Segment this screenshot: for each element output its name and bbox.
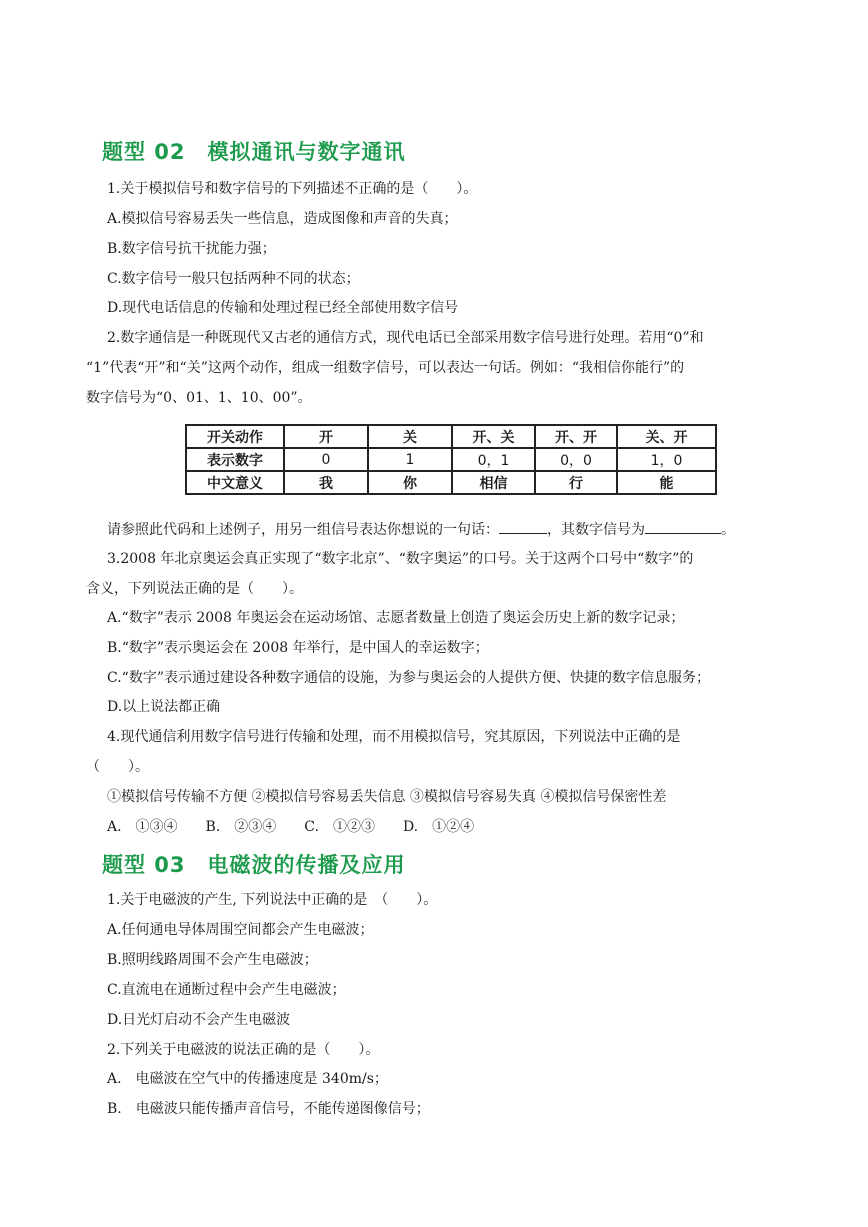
q4-options: A. ①③④ B. ②③④ C. ①②③ D. ①②④ — [107, 819, 475, 835]
q2-prompt-text-c: 。 — [721, 522, 735, 538]
table-row — [186, 425, 716, 448]
q2-prompt-text-b: ，其数字信号为 — [547, 522, 645, 538]
table-cell: 1 — [368, 448, 452, 471]
q2-line-1: 2.数字通信是一种既现代又古老的通信方式，现代电话已全部采用数字信号进行处理。若用“0”和 — [107, 330, 704, 346]
table-cell: 能 — [617, 471, 716, 494]
q3-option-b: B.“数字”表示奥运会在 2008 年举行，是中国人的幸运数字； — [107, 640, 489, 656]
table-cell: 开、开 — [535, 425, 617, 448]
answer-blank-sentence[interactable] — [499, 519, 547, 534]
s2-q1-option-d: D.日光灯启动不会产生电磁波 — [107, 1012, 291, 1028]
q3-line-1: 3.2008 年北京奥运会真正实现了“数字北京”、“数字奥运”的口号。关于这两个口号中“数字”的 — [107, 551, 694, 567]
q2-line-3: 数字信号为“0、01、1、10、00”。 — [86, 390, 312, 406]
switch-code-table — [185, 424, 717, 495]
q3-line-2: 含义，下列说法正确的是（ ）。 — [86, 581, 303, 597]
table-row — [186, 471, 716, 494]
table-cell: 开、关 — [452, 425, 535, 448]
q4-line-1: 4.现代通信利用数字信号进行传输和处理，而不用模拟信号，究其原因，下列说法中正确的是 — [107, 729, 681, 745]
s2-q2-option-a: A. 电磁波在空气中的传播速度是 340m/s； — [107, 1071, 388, 1087]
q3-option-c: C.“数字”表示通过建设各种数字通信的设施，为参与奥运会的人提供方便、快捷的数字信息服务； — [107, 670, 710, 686]
table-cell: 行 — [535, 471, 617, 494]
table-row — [186, 448, 716, 471]
table-cell: 我 — [284, 471, 368, 494]
s2-q1-option-a: A.任何通电导体周围空间都会产生电磁波； — [107, 922, 374, 938]
s2-q1-option-b: B.照明线路周围不会产生电磁波； — [107, 952, 318, 968]
q1-option-c: C.数字信号一般只包括两种不同的状态； — [107, 271, 360, 287]
section-title-02: 题型 02 模拟通讯与数字通讯 — [102, 140, 406, 164]
q2-line-2: “1”代表“开”和“关”这两个动作，组成一组数字信号，可以表达一句话。例如：“我相信你能行”的 — [86, 360, 685, 376]
q4-line-2: （ ）。 — [86, 759, 149, 775]
table-cell: 相信 — [452, 471, 535, 494]
q2-prompt-text-a: 请参照此代码和上述例子，用另一组信号表达你想说的一句话： — [107, 522, 499, 538]
q2-prompt — [107, 519, 735, 540]
table-cell: 表示数字 — [186, 448, 284, 471]
q1-stem: 1.关于模拟信号和数字信号的下列描述不正确的是（ ）。 — [107, 181, 478, 197]
q4-statements: ①模拟信号传输不方便 ②模拟信号容易丢失信息 ③模拟信号容易失真 ④模拟信号保密性差 — [107, 789, 667, 805]
table-cell: 开关动作 — [186, 425, 284, 448]
table-cell: 0，1 — [452, 448, 535, 471]
table-cell: 1，0 — [617, 448, 716, 471]
table-cell: 0，0 — [535, 448, 617, 471]
s2-q1-stem: 1.关于电磁波的产生, 下列说法中正确的是 （ ）。 — [107, 892, 438, 908]
table-cell: 中文意义 — [186, 471, 284, 494]
s2-q2-stem: 2.下列关于电磁波的说法正确的是（ ）。 — [107, 1042, 380, 1058]
q3-option-d: D.以上说法都正确 — [107, 699, 221, 715]
q1-option-a: A.模拟信号容易丢失一些信息，造成图像和声音的失真； — [107, 211, 458, 227]
table-cell: 关 — [368, 425, 452, 448]
q1-option-d: D.现代电话信息的传输和处理过程已经全部使用数字信号 — [107, 300, 459, 316]
table-cell: 0 — [284, 448, 368, 471]
table-cell: 你 — [368, 471, 452, 494]
answer-blank-signal[interactable] — [645, 519, 721, 534]
table-cell: 关、开 — [617, 425, 716, 448]
q3-option-a: A.“数字”表示 2008 年奥运会在运动场馆、志愿者数量上创造了奥运会历史上新的数字记录； — [107, 610, 685, 626]
q1-option-b: B.数字信号抗干扰能力强； — [107, 241, 276, 257]
s2-q2-option-b: B. 电磁波只能传播声音信号，不能传递图像信号； — [107, 1101, 430, 1117]
section-title-03: 题型 03 电磁波的传播及应用 — [102, 853, 406, 877]
s2-q1-option-c: C.直流电在通断过程中会产生电磁波； — [107, 982, 346, 998]
table-cell: 开 — [284, 425, 368, 448]
